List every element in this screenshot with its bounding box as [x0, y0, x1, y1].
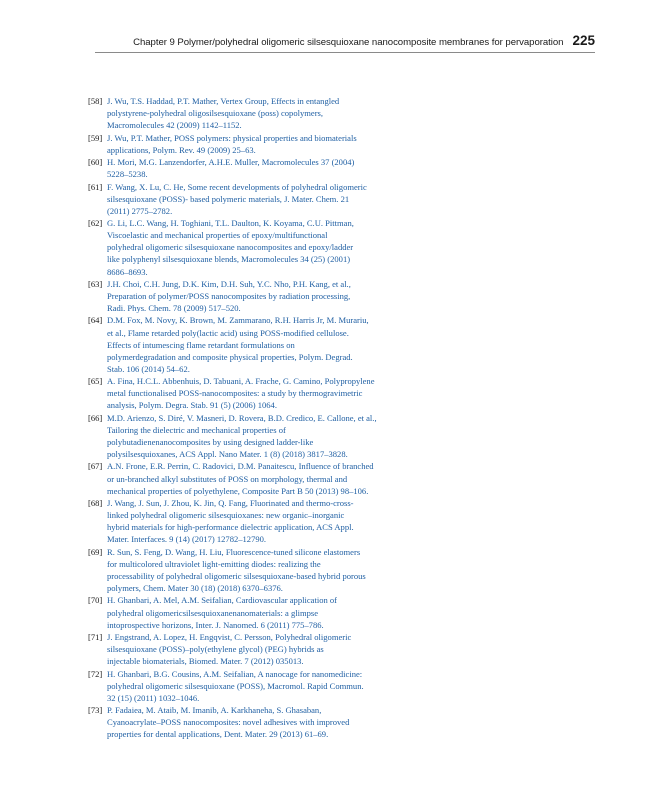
- reference-line: H. Mori, M.G. Lanzendorfer, A.H.E. Muller, Macromolecules 37 (2004): [107, 157, 355, 168]
- reference-number: [72]: [88, 668, 103, 679]
- reference-line: G. Li, L.C. Wang, H. Toghiani, T.L. Daulton, K. Koyama, C.U. Pittman,: [107, 218, 354, 229]
- reference-text[interactable]: [107, 460, 448, 496]
- reference-item: [88, 181, 448, 217]
- reference-line: Stab. 106 (2014) 54–62.: [107, 363, 190, 374]
- reference-text[interactable]: [107, 217, 448, 277]
- reference-number: [64]: [88, 315, 103, 326]
- reference-line: like polyphenyl silsesquioxane blends, Macromolecules 34 (25) (2001): [107, 254, 351, 265]
- reference-line: Macromolecules 42 (2009) 1142–1152.: [107, 120, 242, 131]
- reference-item: [88, 412, 448, 460]
- reference-line: (2011) 2775–2782.: [107, 205, 173, 216]
- reference-item: [88, 668, 448, 704]
- reference-number: [67]: [88, 461, 103, 472]
- reference-line: H. Ghanbari, B.G. Cousins, A.M. Seifalian, A nanocage for nanomedicine:: [107, 668, 363, 679]
- reference-line: Effects of intumescing flame retardant formulations on: [107, 339, 295, 350]
- reference-line: A. Fina, H.C.L. Abbenhuis, D. Tabuani, A. Frache, G. Camino, Polypropylene: [107, 376, 375, 387]
- reference-line: polyhedral oligomeric silsesquioxane (POSS), Macromol. Rapid Commun.: [107, 680, 364, 691]
- reference-item: [88, 704, 448, 740]
- reference-line: 5228–5238.: [107, 169, 148, 180]
- reference-text[interactable]: [107, 497, 448, 545]
- reference-line: intoprospective horizons, Inter. J. Nanomed. 6 (2011) 775–786.: [107, 619, 324, 630]
- reference-line: H. Ghanbari, A. Mel, A.M. Seifalian, Cardiovascular application of: [107, 595, 337, 606]
- reference-number: [59]: [88, 132, 103, 143]
- reference-item: [88, 546, 448, 594]
- reference-number: [61]: [88, 181, 103, 192]
- reference-line: Radi. Phys. Chem. 78 (2009) 517–520.: [107, 303, 241, 314]
- reference-number: [70]: [88, 595, 103, 606]
- reference-line: silsesquioxane (POSS)–poly(ethylene glycol) (PEG) hybrids as: [107, 644, 324, 655]
- reference-text[interactable]: [107, 314, 448, 374]
- reference-text[interactable]: [107, 181, 448, 217]
- reference-line: polybutadienenanocomposites by using designed ladder-like: [107, 437, 314, 447]
- reference-text[interactable]: [107, 412, 448, 460]
- reference-line: Cyanoacrylate–POSS nanocomposites: novel adhesives with improved: [107, 717, 350, 728]
- reference-line: for multicolored ultraviolet light-emitting diodes: realizing the: [107, 558, 321, 569]
- reference-text[interactable]: [107, 95, 448, 131]
- reference-number: [73]: [88, 705, 103, 716]
- reference-line: or un-branched alkyl substitutes of POSS on morphology, thermal and: [107, 473, 348, 484]
- reference-line: M.D. Arienzo, S. Diré, V. Masneri, D. Rovera, B.D. Credico, E. Callone, et al.,: [107, 412, 377, 423]
- reference-item: [88, 314, 448, 374]
- reference-line: injectable biomaterials, Biomed. Mater. 7 (2012) 035013.: [107, 656, 304, 667]
- reference-line: R. Sun, S. Feng, D. Wang, H. Liu, Fluorescence-tuned silicone elastomers: [107, 546, 361, 557]
- reference-item: [88, 278, 448, 314]
- running-title: Chapter 9 Polymer/polyhedral oligomeric silsesquioxane nanocomposite membranes for pervaporation: [133, 37, 564, 48]
- reference-number: [63]: [88, 278, 103, 289]
- reference-line: A.N. Frone, E.R. Perrin, C. Radovici, D.M. Panaitescu, Influence of branched: [107, 461, 374, 472]
- reference-line: properties for dental applications, Dent. Mater. 29 (2013) 61–69.: [107, 729, 329, 740]
- reference-line: 32 (15) (2011) 1032–1046.: [107, 692, 200, 703]
- reference-number: [69]: [88, 546, 103, 557]
- reference-line: polystyrene-polyhedral oligosilsesquioxane (poss) copolymers,: [107, 108, 324, 119]
- reference-line: 8686–8693.: [107, 266, 148, 277]
- reference-line: J. Engstrand, A. Lopez, H. Engqvist, C. Persson, Polyhedral oligomeric: [107, 631, 352, 642]
- reference-line: mechanical properties of polyethylene, Composite Part B 50 (2013) 98–106.: [107, 485, 369, 496]
- reference-text[interactable]: [107, 704, 448, 740]
- reference-text[interactable]: [107, 631, 448, 667]
- reference-number: [68]: [88, 498, 103, 509]
- reference-line: P. Fadaiea, M. Ataib, M. Imanib, A. Karkhaneha, S. Ghasaban,: [107, 705, 322, 716]
- reference-text[interactable]: [107, 594, 448, 630]
- reference-number: [65]: [88, 376, 103, 387]
- reference-line: polymers, Chem. Mater 30 (18) (2018) 6370–6376.: [107, 583, 283, 594]
- reference-number: [66]: [88, 412, 103, 423]
- reference-line: silsesquioxane (POSS)- based polymeric materials, J. Mater. Chem. 21: [107, 193, 350, 204]
- page-number: 225: [572, 33, 595, 48]
- reference-item: [88, 375, 448, 411]
- reference-line: F. Wang, X. Lu, C. He, Some recent developments of polyhedral oligomeric: [107, 181, 367, 192]
- reference-item: [88, 460, 448, 496]
- reference-line: Mater. Interfaces. 9 (14) (2017) 12782–12790.: [107, 534, 267, 545]
- reference-text[interactable]: [107, 668, 448, 704]
- reference-line: J. Wu, P.T. Mather, POSS polymers: physical properties and biomaterials: [107, 132, 357, 143]
- reference-line: polyhedral oligomeric silsesquioxane nanocomposites and epoxy/ladder: [107, 242, 354, 253]
- reference-item: [88, 497, 448, 545]
- reference-line: D.M. Fox, M. Novy, K. Brown, M. Zammarano, R.H. Harris Jr, M. Murariu,: [107, 315, 369, 326]
- reference-line: hybrid materials for high-performance dielectric application, ACS Appl.: [107, 522, 354, 533]
- reference-line: analysis, Polym. Degra. Stab. 91 (5) (2006) 1064.: [107, 400, 277, 411]
- reference-item: [88, 631, 448, 667]
- reference-text[interactable]: [107, 375, 448, 411]
- reference-number: [62]: [88, 218, 103, 229]
- reference-number: [58]: [88, 96, 103, 106]
- reference-text[interactable]: [107, 156, 448, 180]
- reference-item: [88, 156, 448, 180]
- running-header: [95, 33, 595, 53]
- reference-number: [71]: [88, 631, 103, 642]
- reference-text[interactable]: [107, 278, 448, 314]
- reference-line: Viscoelastic and mechanical properties of epoxy/multifunctional: [107, 230, 328, 241]
- reference-line: et al., Flame retarded poly(lactic acid) using POSS-modified cellulose.: [107, 327, 349, 338]
- reference-number: [60]: [88, 157, 103, 168]
- reference-list: [88, 95, 448, 741]
- reference-line: linked polyhedral oligomeric silsesquioxanes: new organic–inorganic: [107, 510, 345, 521]
- reference-line: polysilsesquioxanes, ACS Appl. Nano Mater. 1 (8) (2018) 3817–3828.: [107, 449, 348, 460]
- reference-text[interactable]: [107, 132, 448, 156]
- reference-line: J.H. Choi, C.H. Jung, D.K. Kim, D.H. Suh, Y.C. Nho, P.H. Kang, et al.,: [107, 278, 351, 289]
- reference-line: applications, Polym. Rev. 49 (2009) 25–63.: [107, 144, 256, 155]
- reference-line: metal functionalised POSS-nanocomposites: a study by thermogravimetric: [107, 388, 363, 399]
- reference-line: Preparation of polymer/POSS nanocomposites by radiation processing,: [107, 290, 351, 301]
- reference-line: J. Wu, T.S. Haddad, P.T. Mather, Vertex Group, Effects in entangled: [107, 96, 340, 106]
- reference-line: Tailoring the dielectric and mechanical properties of: [107, 424, 286, 435]
- reference-text[interactable]: [107, 546, 448, 594]
- reference-line: J. Wang, J. Sun, J. Zhou, K. Jin, Q. Fang, Fluorinated and thermo-cross-: [107, 498, 354, 509]
- reference-item: [88, 594, 448, 630]
- reference-line: processability of polyhedral oligomeric silsesquioxane-based hybrid porous: [107, 570, 366, 581]
- reference-line: polymerdegradation and composite physical properties, Polym. Degrad.: [107, 351, 353, 362]
- reference-line: polyhedral oligomericsilsesquioxanenanomaterials: a glimpse: [107, 607, 319, 618]
- reference-item: [88, 132, 448, 156]
- reference-item: [88, 217, 448, 277]
- reference-item: [88, 95, 448, 131]
